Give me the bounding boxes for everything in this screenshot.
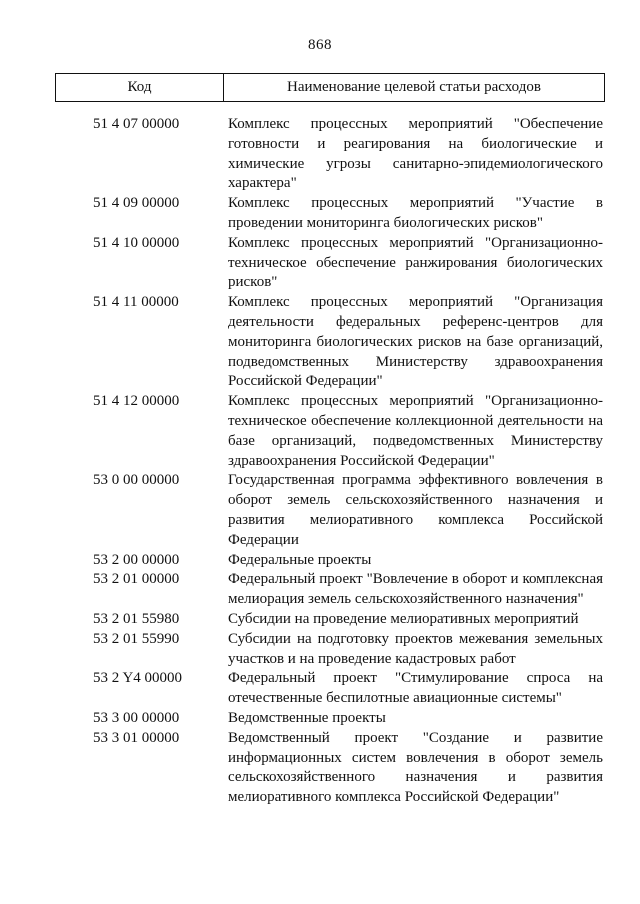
- table-row: [0, 630, 640, 670]
- row-description: Комплекс процессных мероприятий "Обеспечение готовности и реагирования на биологические и химические угрозы санитарно-эпидемиологического характера": [228, 116, 603, 192]
- row-description: Ведомственный проект "Создание и развитие информационных систем вовлечения в оборот земель сельскохозяйственного назначения и развития мелиоративного комплекса Российской Федерации": [228, 729, 603, 806]
- row-code: 51 4 12 00000: [93, 393, 180, 410]
- row-code: 53 2 01 55980: [93, 610, 180, 627]
- table-row: [0, 669, 640, 709]
- table-body: [0, 115, 640, 808]
- row-code: 51 4 09 00000: [93, 195, 180, 212]
- row-code: 53 2 01 00000: [93, 571, 180, 588]
- row-description: Федеральный проект "Вовлечение в оборот и комплексная мелиорация земель сельскохозяйственного назначения": [228, 571, 603, 608]
- row-description: Субсидии на проведение мелиоративных мероприятий: [228, 610, 579, 627]
- table-row: [0, 115, 640, 194]
- table-row: [0, 392, 640, 471]
- table-row: [0, 610, 640, 630]
- row-code: 53 0 00 00000: [93, 472, 180, 489]
- column-header-name: Наименование целевой статьи расходов: [287, 79, 541, 95]
- page-number: 868: [308, 37, 332, 53]
- row-code: 53 2 Y4 00000: [93, 670, 183, 687]
- row-code: 53 2 00 00000: [93, 551, 180, 568]
- column-header-code: Код: [56, 74, 224, 101]
- row-code: 53 3 01 00000: [93, 729, 180, 746]
- row-description: Ведомственные проекты: [228, 709, 386, 726]
- row-description: Комплекс процессных мероприятий "Организационно-техническое обеспечение коллекционной деятельности на базе организаций, подведомственных Министерству здравоохранения Российской Федерации": [228, 393, 603, 469]
- row-description: Федеральный проект "Стимулирование спроса на отечественные беспилотные авиационные системы": [228, 670, 603, 707]
- row-description: Государственная программа эффективного вовлечения в оборот земель сельскохозяйственного назначения и развития мелиоративного комплекса Российской Федерации: [228, 472, 603, 548]
- table-row: [0, 293, 640, 392]
- table-row: [0, 471, 640, 550]
- row-description: Субсидии на подготовку проектов межевания земельных участков и на проведение кадастровых работ: [228, 630, 603, 667]
- table-row: [0, 551, 640, 571]
- row-code: 51 4 10 00000: [93, 234, 180, 251]
- row-code: 51 4 11 00000: [93, 294, 179, 311]
- table-row: [0, 570, 640, 610]
- row-code: 53 3 00 00000: [93, 709, 180, 726]
- row-code: 53 2 01 55990: [93, 630, 180, 647]
- table-header: [55, 73, 605, 102]
- row-description: Комплекс процессных мероприятий "Организационно-техническое обеспечение ранжирования биологических рисков": [228, 234, 603, 291]
- row-description: Комплекс процессных мероприятий "Участие в проведении мониторинга биологических рисков": [228, 195, 603, 231]
- table-row: [0, 234, 640, 293]
- table-row: [0, 194, 640, 234]
- row-description: Комплекс процессных мероприятий "Организация деятельности федеральных референс-центров для мониторинга биологических рисков на базе организаций, подведомственных Министерству здравоохранения Российской Федерации": [228, 294, 603, 390]
- table-row: [0, 729, 640, 808]
- table-row: [0, 709, 640, 729]
- row-code: 51 4 07 00000: [93, 116, 180, 132]
- row-description: Федеральные проекты: [228, 551, 372, 568]
